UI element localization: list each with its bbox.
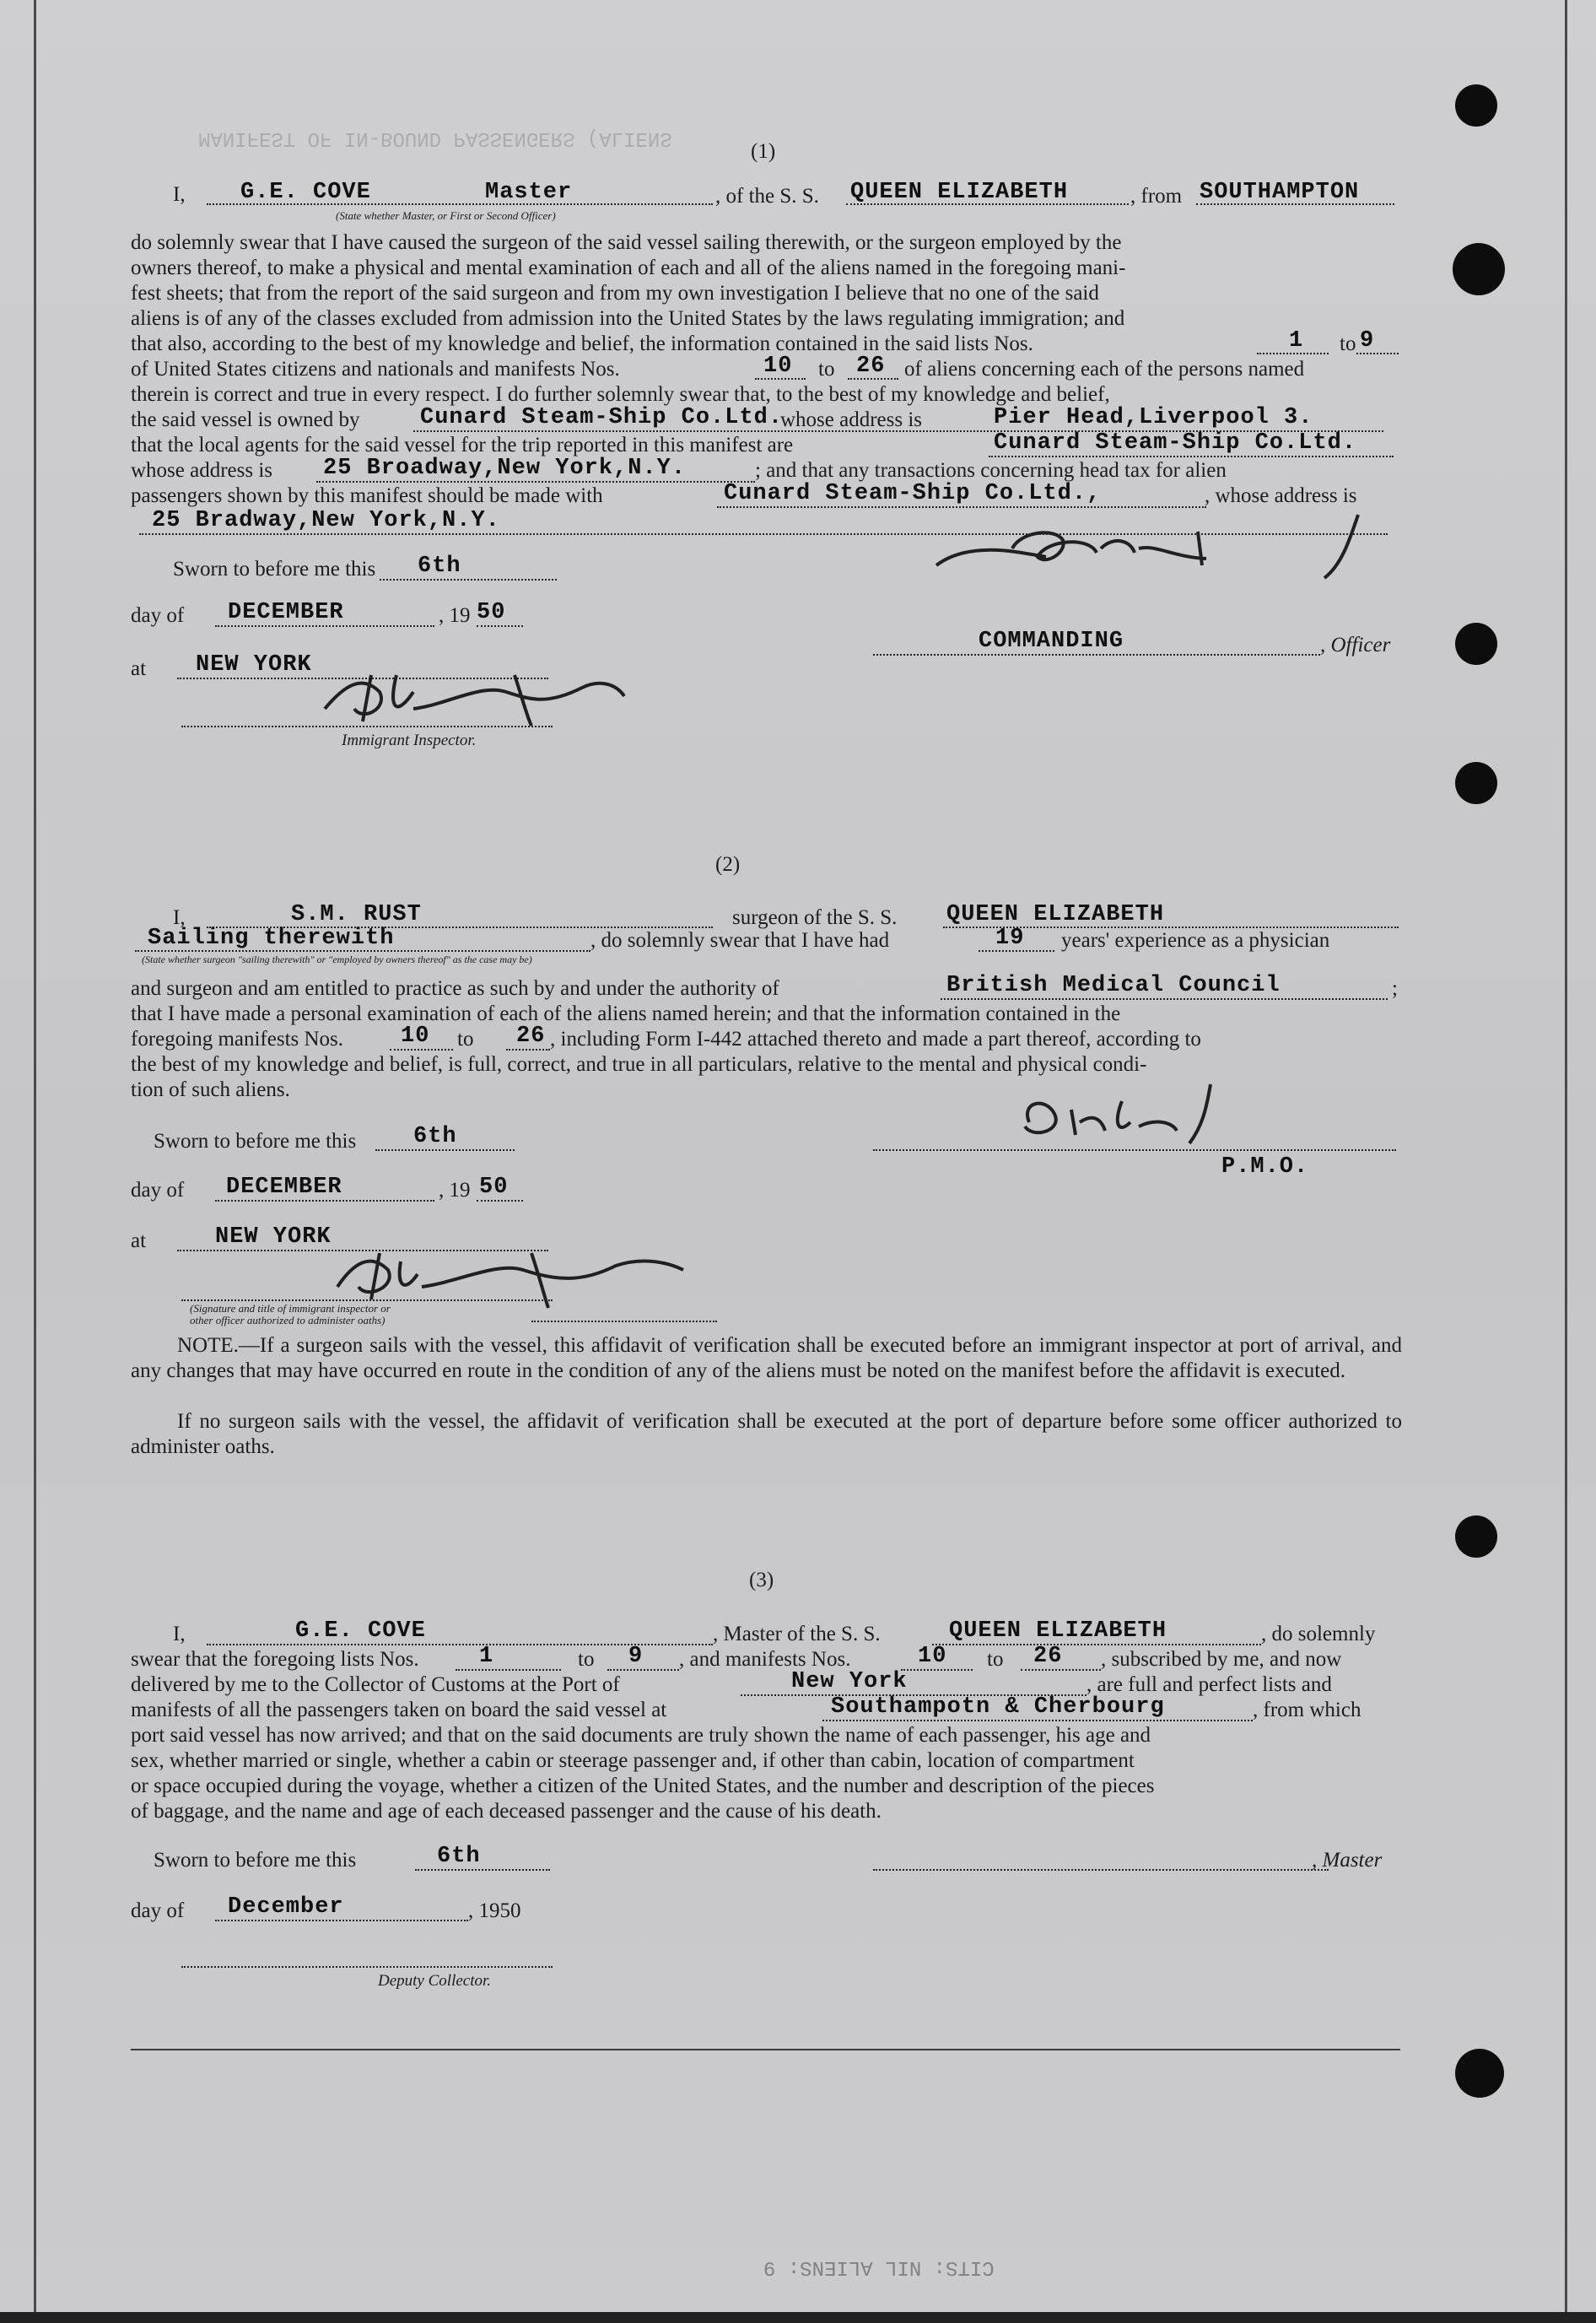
affidavit-text: delivered by me to the Collector of Customs at the Port of: [131, 1673, 620, 1696]
fill-line: [989, 456, 1394, 457]
sworn-month: DECEMBER: [228, 600, 344, 625]
sworn-label: Sworn to before me this: [154, 1849, 357, 1872]
sworn-month: DECEMBER: [226, 1175, 342, 1200]
bleed-through-stamp: CITS: NIL ALIENS: 9: [763, 2255, 995, 2278]
officer-label: , Officer: [1320, 634, 1391, 656]
note-lead: NOTE.: [177, 1334, 239, 1357]
surgeon-title: P.M.O.: [1221, 1154, 1309, 1180]
punch-hole: [1455, 1515, 1497, 1558]
at-label: at: [131, 1229, 147, 1252]
fill-line: [873, 1869, 1329, 1871]
inspector-instruction: (Signature and title of immigrant inspector or: [190, 1302, 391, 1315]
punch-hole: [1453, 243, 1505, 295]
affidavit-text: sex, whether married or single, whether a cabin or steerage passenger and, if other than cabin, location of compartment: [131, 1749, 1135, 1772]
fill-line: [822, 1720, 1253, 1721]
surgeon-signature: [995, 1076, 1248, 1152]
affidavit-text: , whose address is: [1205, 484, 1357, 507]
affidavit-text: do solemnly swear that I have caused the surgeon of the said vessel sailing therewith, or the surgeon employed by the: [131, 231, 1122, 254]
to-label: to: [457, 1028, 474, 1051]
affidavit-text: foregoing manifests Nos.: [131, 1028, 344, 1051]
sworn-year: , 1950: [468, 1899, 521, 1922]
fill-line: [755, 378, 806, 380]
surgeon-of-label: surgeon of the S. S.: [732, 906, 898, 929]
fill-line: [477, 625, 523, 627]
fill-line: [901, 1669, 973, 1671]
pronoun-label: I,: [173, 906, 186, 929]
fill-line: [873, 1149, 1396, 1151]
fill-line: [375, 1149, 515, 1151]
departure-port: SOUTHAMPTON: [1200, 180, 1360, 205]
year-suffix: 50: [479, 1175, 509, 1200]
fill-line: [477, 1200, 523, 1202]
master-rank: Master: [485, 180, 573, 205]
fill-line: [181, 726, 553, 727]
surgeon-name: S.M. RUST: [291, 902, 422, 927]
fill-line: [506, 1049, 550, 1051]
to-label: to: [578, 1648, 595, 1671]
sworn-day: 6th: [418, 554, 461, 579]
affidavit-text: that also, according to the best of my knowledge and belief, the information contained in the said lists Nos.: [131, 332, 1033, 355]
affidavit-text: of United States citizens and nationals and manifests Nos.: [131, 358, 620, 381]
affidavit-text: , are full and perfect lists and: [1086, 1673, 1332, 1696]
day-of-label: day of: [131, 1899, 185, 1922]
page-edge-left: [34, 0, 36, 2323]
inspector-signature: [312, 658, 633, 734]
fill-line: [390, 1049, 453, 1051]
vessel-name: QUEEN ELIZABETH: [850, 180, 1069, 205]
affidavit-text: manifests of all the passengers taken on board the said vessel at: [131, 1699, 667, 1721]
lists-to: 9: [628, 1644, 644, 1669]
page-edge-bottom: [0, 2312, 1596, 2323]
fill-line: [215, 1920, 468, 1921]
affidavit-text: swear that the foregoing lists Nos.: [131, 1648, 419, 1671]
fill-line: [846, 203, 1129, 205]
fill-line: [215, 1200, 434, 1202]
fill-line: [456, 1669, 561, 1671]
year-prefix: , 19: [439, 1179, 471, 1202]
fill-line: [1196, 203, 1394, 205]
affidavit-text: that the local agents for the said vessel for the trip reported in this manifest are: [131, 434, 794, 456]
affidavit-text: the best of my knowledge and belief, is full, correct, and true in all particulars, relative to the mental and physical condi-: [131, 1053, 1147, 1076]
status-instruction: (State whether surgeon "sailing therewith" or "employed by owners thereof" as the case may be): [142, 954, 532, 965]
lists-to: 9: [1360, 328, 1375, 354]
semicolon: ;: [1392, 977, 1398, 1000]
fill-line: [181, 1299, 553, 1301]
embarkation-ports: Southampotn & Cherbourg: [831, 1694, 1165, 1720]
head-tax-agent: Cunard Steam-Ship Co.Ltd.,: [724, 481, 1102, 506]
manifests-to: 26: [516, 1024, 546, 1049]
fill-line: [607, 1669, 679, 1671]
punch-hole: [1455, 2049, 1504, 2098]
license-authority: British Medical Council: [946, 973, 1281, 998]
section-number: (1): [751, 140, 776, 163]
affidavit-text: tion of such aliens.: [131, 1078, 290, 1101]
sworn-place: NEW YORK: [196, 652, 312, 678]
affidavit-text: and surgeon and am entitled to practice as such by and under the authority of: [131, 977, 779, 1000]
fill-line: [873, 654, 1320, 656]
master-of-label: , Master of the S. S.: [713, 1623, 881, 1645]
affidavit-text: , do solemnly swear that I have had: [590, 929, 890, 952]
manifests-from: 10: [763, 354, 793, 379]
affidavit-text: , including Form I-442 attached thereto and made a part thereof, according to: [550, 1028, 1201, 1051]
affidavit-text: whose address is: [131, 459, 273, 482]
rank-instruction: (State whether Master, or First or Second Officer): [336, 209, 556, 222]
manifests-to: 26: [856, 354, 886, 379]
affidavit-text: whose address is: [780, 408, 923, 431]
affidavit-text: that I have made a personal examination of each of the aliens named herein; and that the information contained in the: [131, 1002, 1121, 1025]
to-label: to: [1340, 332, 1356, 355]
punch-hole: [1455, 84, 1497, 127]
day-of-label: day of: [131, 1179, 185, 1202]
affidavit-text: , do solemnly: [1261, 1623, 1376, 1645]
sworn-label: Sworn to before me this: [173, 558, 376, 581]
fill-line: [941, 998, 1388, 1000]
bleed-through-text: MANIFEST OF IN-BOUND PASSENGERS (ALIENS: [198, 127, 672, 149]
affidavit-text: owners thereof, to make a physical and mental examination of each and all of the aliens named in the foregoing mani-: [131, 257, 1126, 279]
master-name: G.E. COVE: [295, 1618, 426, 1644]
master-label: , Master: [1312, 1849, 1383, 1872]
day-of-label: day of: [131, 604, 185, 627]
to-label: to: [818, 358, 835, 381]
to-label: to: [987, 1648, 1004, 1671]
vessel-owner: Cunard Steam-Ship Co.Ltd.: [420, 405, 784, 430]
inspector-instruction: other officer authorized to administer oaths): [190, 1314, 386, 1326]
fill-line: [1021, 1669, 1101, 1671]
from-label: , from: [1130, 185, 1183, 208]
page-edge-right: [1565, 0, 1567, 2323]
collector-title: Deputy Collector.: [378, 1972, 492, 1990]
affidavit-text: passengers shown by this manifest should be made with: [131, 484, 603, 507]
horizontal-rule: [131, 2049, 1400, 2050]
fill-line: [932, 1644, 1261, 1645]
affidavit-text: the said vessel is owned by: [131, 408, 360, 431]
affidavit-text: port said vessel has now arrived; and that on the said documents are truly shown the name of each passenger, his age and: [131, 1724, 1151, 1747]
fill-line: [380, 579, 557, 581]
manifests-from: 10: [918, 1644, 947, 1669]
fill-line: [979, 950, 1054, 952]
fill-line: [1257, 353, 1329, 354]
sworn-day: 6th: [413, 1124, 457, 1149]
master-name: G.E. COVE: [240, 180, 371, 205]
head-tax-address: 25 Bradway,New York,N.Y.: [152, 508, 500, 533]
fill-line: [415, 1869, 550, 1871]
fill-line: [316, 481, 755, 483]
years-experience: 19: [995, 926, 1025, 951]
of-ss-label: , of the S. S.: [715, 185, 819, 208]
affidavit-text: of aliens concerning each of the persons named: [904, 358, 1305, 381]
manifests-to: 26: [1033, 1644, 1063, 1669]
fill-line: [531, 1321, 717, 1322]
year-prefix: , 19: [439, 604, 471, 627]
affidavit-text: or space occupied during the voyage, whether a citizen of the United States, and the number and description of the pieces: [131, 1775, 1155, 1797]
note-text: —If a surgeon sails with the vessel, this affidavit of verification shall be executed before an immigrant inspector at port of arrival, and any changes that may have occurred en route in the condition of any of the aliens must be noted on the manifest before the affidavit is executed.: [131, 1334, 1402, 1382]
sworn-label: Sworn to before me this: [154, 1130, 357, 1153]
note-paragraph-1: [131, 1333, 1402, 1384]
affidavit-text: , subscribed by me, and now: [1101, 1648, 1342, 1671]
fill-line: [207, 203, 713, 205]
at-label: at: [131, 657, 147, 680]
affidavit-text: ; and that any transactions concerning head tax for alien: [755, 459, 1227, 482]
pronoun-label: I,: [173, 183, 186, 206]
fill-line: [135, 950, 590, 952]
affidavit-text: fest sheets; that from the report of the said surgeon and from my own investigation I believe that no one of the said: [131, 282, 1099, 305]
affidavit-text: , from which: [1253, 1699, 1361, 1721]
punch-hole: [1455, 762, 1497, 804]
inspector-title: Immigrant Inspector.: [342, 732, 477, 749]
note-paragraph-2: If no surgeon sails with the vessel, the affidavit of verification shall be executed at the port of departure before some officer authorized to administer oaths.: [131, 1410, 1402, 1458]
local-agents: Cunard Steam-Ship Co.Ltd.: [994, 430, 1357, 456]
sworn-place: NEW YORK: [215, 1224, 332, 1250]
year-suffix: 50: [477, 600, 506, 625]
surgeon-status: Sailing therewith: [148, 926, 395, 951]
manifests-from: 10: [401, 1024, 430, 1049]
affidavit-text: years' experience as a physician: [1061, 929, 1330, 952]
affidavit-text: , and manifests Nos.: [679, 1648, 851, 1671]
agents-address: 25 Broadway,New York,N.Y.: [323, 456, 687, 481]
lists-from: 1: [479, 1644, 494, 1669]
sworn-day: 6th: [437, 1844, 481, 1869]
lists-from: 1: [1289, 328, 1304, 354]
fill-line: [181, 1966, 553, 1968]
sworn-month: December: [228, 1894, 344, 1920]
section-number: (3): [749, 1569, 774, 1591]
affidavit-text: aliens is of any of the classes excluded from admission into the United States by the laws regulating immigration; and: [131, 307, 1125, 330]
fill-line: [848, 378, 898, 380]
commanding-title: COMMANDING: [979, 629, 1124, 654]
vessel-name: QUEEN ELIZABETH: [946, 902, 1165, 927]
arrival-port: New York: [791, 1669, 908, 1694]
section-number: (2): [715, 853, 741, 876]
affidavit-text: of baggage, and the name and age of each deceased passenger and the cause of his death.: [131, 1800, 882, 1823]
owner-address: Pier Head,Liverpool 3.: [994, 405, 1313, 430]
master-signature: [919, 506, 1392, 591]
fill-line: [215, 625, 434, 627]
fill-line: [1356, 353, 1399, 354]
vessel-name: QUEEN ELIZABETH: [949, 1618, 1167, 1644]
punch-hole: [1455, 623, 1497, 665]
pronoun-label: I,: [173, 1623, 186, 1645]
affidavit-text: therein is correct and true in every respect. I do further solemnly swear that, to the best of my knowledge and belief,: [131, 383, 1110, 406]
